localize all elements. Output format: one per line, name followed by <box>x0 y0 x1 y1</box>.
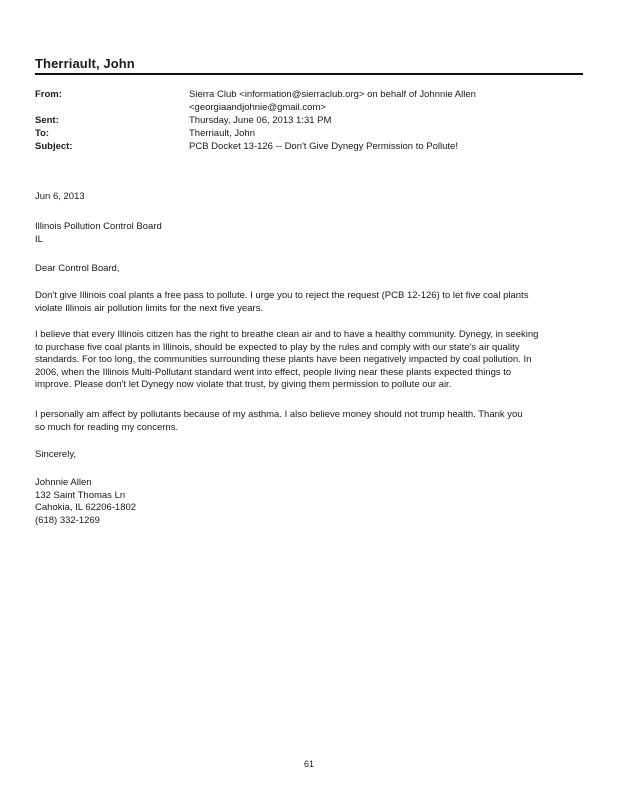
paragraph-1 <box>35 290 575 315</box>
signature-street: 132 Saint Thomas Ln <box>35 489 126 501</box>
paragraph-line: 2006, when the Illinois Multi-Pollutant standard went into effect, people living near these plants expected things to <box>35 366 512 378</box>
sent-label: Sent: <box>35 115 59 126</box>
paragraph-line: violate Illinois air pollution limits for the next five years. <box>35 302 264 314</box>
mailbox-owner-name: Therriault, John <box>35 56 135 71</box>
paragraph-2 <box>35 329 575 392</box>
salutation-line: Dear Control Board, <box>35 263 120 274</box>
to-row <box>0 127 618 140</box>
paragraph-line: to purchase five coal plants in Illinois, should be expected to play by the rules and comply with our state's air quality <box>35 341 520 353</box>
from-label: From: <box>35 89 62 100</box>
closing-line: Sincerely, <box>35 449 77 460</box>
from-value: Sierra Club <information@sierraclub.org> on behalf of Johnnie Allen <box>189 89 476 100</box>
paragraph-line: I believe that every Illinois citizen has the right to breathe clean air and to have a healthy community. Dynegy, in seeking <box>35 329 539 340</box>
letter-signature <box>35 477 575 527</box>
from-row <box>0 88 618 114</box>
letter-date <box>35 191 575 204</box>
letter-salutation <box>35 263 575 276</box>
signature-city: Cahokia, IL 62206-1802 <box>35 502 137 513</box>
letter-closing <box>35 449 575 462</box>
subject-label: Subject: <box>35 141 73 152</box>
to-value: Therriault, John <box>189 128 256 139</box>
signature-name: Johnnie Allen <box>35 477 92 488</box>
from-value-continued: <georgiaandjohnie@gmail.com> <box>189 102 326 113</box>
header-divider <box>35 73 583 75</box>
sent-row <box>0 114 618 127</box>
date-line: Jun 6, 2013 <box>35 191 85 202</box>
letter-recipient <box>35 221 575 246</box>
paragraph-line: Don't give Illinois coal plants a free pass to pollute. I urge you to reject the request (PCB 12-126) to let five coal plants <box>35 290 529 301</box>
paragraph-line: I personally am affect by pollutants because of my asthma. I also believe money should not trump health. Thank you <box>35 409 523 420</box>
paragraph-3 <box>35 409 575 434</box>
recipient-line: Illinois Pollution Control Board <box>35 221 162 232</box>
paragraph-line: standards. For too long, the communities surrounding these plants have been negatively impacted by coal pollution. In <box>35 354 532 365</box>
subject-row <box>0 140 618 153</box>
to-label: To: <box>35 128 50 139</box>
recipient-line: IL <box>35 233 43 245</box>
signature-phone: (618) 332-1269 <box>35 514 100 526</box>
page-number: 61 <box>303 759 314 769</box>
sent-value: Thursday, June 06, 2013 1:31 PM <box>189 115 332 126</box>
email-header <box>0 88 618 153</box>
paragraph-line: improve. Please don't let Dynegy now violate that trust, by giving them permission to pollute our air. <box>35 379 452 390</box>
subject-value: PCB Docket 13-126 -- Don't Give Dynegy Permission to Pollute! <box>189 141 458 152</box>
paragraph-line: so much for reading my concerns. <box>35 421 179 433</box>
